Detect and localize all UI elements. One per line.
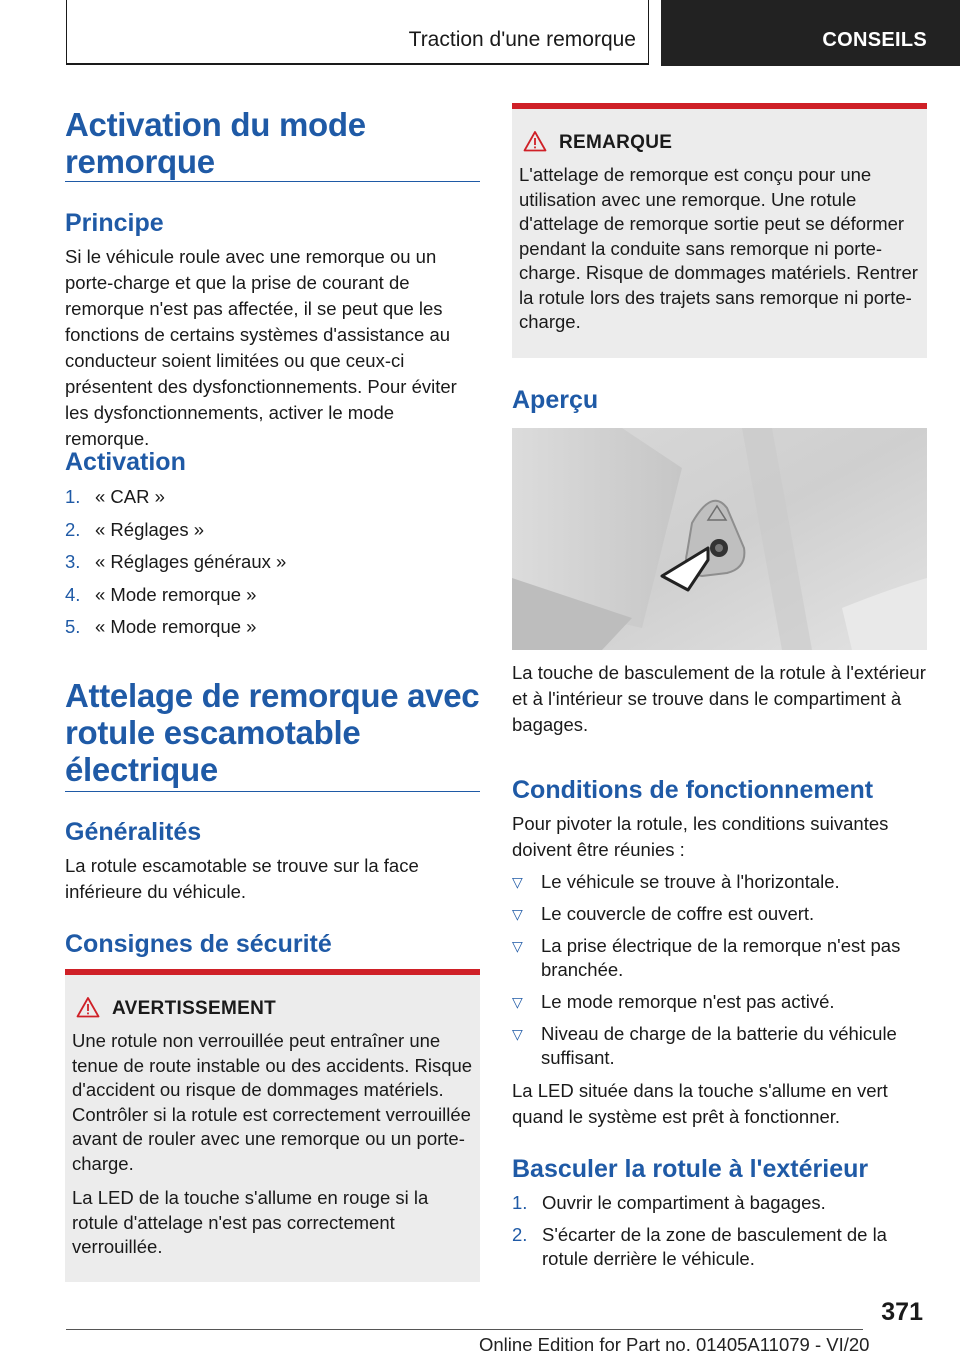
list-item: ▽ La prise électrique de la remorque n'est pas branchée. [512, 935, 901, 980]
list-item: 4. « Mode remorque » [65, 583, 257, 605]
warning-box [65, 969, 480, 1282]
note-paragraph: L'attelage de remorque est conçu pour une utilisation avec une remorque. Une rotule d'attelage de remorque sortie peut se déformer pendant la conduite sans remorque ni porte-charge. Risque de dommages matériels. Rentrer la rotule lors des trajets sans remorque ni porte-charge. [519, 164, 918, 332]
heading-activation-mode: Activation du mode remorque [65, 106, 366, 180]
warning-paragraph-1: Une rotule non verrouillée peut entraîner une tenue de route instable ou des accidents. Risque d'accident ou risque de dommages matériels. Contrôler si la rotule est correctement verrouillée avant de rouler avec une remorque ou un porte-charge. [72, 1030, 473, 1174]
led-paragraph: La LED située dans la touche s'allume en vert quand le système est prêt à fonctionner. [512, 1080, 888, 1127]
conditions-list [512, 870, 927, 1078]
warning-bar [65, 969, 480, 975]
conditions-intro: Pour pivoter la rotule, les conditions suivantes doivent être réunies : [512, 813, 889, 860]
heading-basculer: Basculer la rotule à l'extérieur [512, 1155, 869, 1183]
footer-edition: Online Edition for Part no. 01405A11079 - VI/20 [479, 1334, 870, 1355]
footer-rule [66, 1329, 863, 1330]
list-item: ▽ Le mode remorque n'est pas activé. [512, 991, 835, 1012]
warning-triangle-icon [76, 996, 100, 1018]
warning-paragraph-2: La LED de la touche s'allume en rouge si la rotule d'attelage n'est pas correctement verrouillée. [72, 1187, 429, 1257]
list-item: 2. S'écarter de la zone de basculement de la rotule derrière le véhicule. [512, 1223, 887, 1269]
activation-steps [65, 484, 480, 647]
heading-attelage: Attelage de remorque avec rotule escamotable électrique [65, 677, 480, 788]
list-item: ▽ Niveau de charge de la batterie du véhicule suffisant. [512, 1023, 897, 1068]
list-item: ▽ Le couvercle de coffre est ouvert. [512, 903, 815, 924]
list-item: ▽ Le véhicule se trouve à l'horizontale. [512, 871, 840, 892]
principe-paragraph: Si le véhicule roule avec une remorque ou un porte-charge et que la prise de courant de remorque n'est pas affectée, il se peut que les fonctions de certains systèmes d'assistance au conducteur soient limitées ou que ceux-ci présentent des dysfonctionnements. Pour éviter les dysfonctionnements, activer le mode remorque. [65, 246, 457, 449]
list-item: 5. « Mode remorque » [65, 616, 257, 637]
apercu-paragraph: La touche de basculement de la rotule à l'extérieur et à l'intérieur se trouve dans le compartiment à bagages. [512, 662, 926, 735]
heading-activation: Activation [65, 448, 186, 476]
warning-triangle-icon [523, 130, 547, 152]
bullet-triangle-icon: ▽ [512, 1026, 523, 1042]
header-section-title: Traction d'une remorque [408, 28, 636, 51]
list-item: 1. « CAR » [65, 486, 165, 507]
heading-principe: Principe [65, 209, 164, 237]
heading-consignes: Consignes de sécurité [65, 930, 332, 958]
heading-rule [65, 181, 480, 182]
list-item: 2. « Réglages » [65, 518, 205, 540]
list-item: 1. Ouvrir le compartiment à bagages. [512, 1192, 826, 1213]
heading-apercu: Aperçu [512, 386, 599, 414]
generalites-paragraph: La rotule escamotable se trouve sur la face inférieure du véhicule. [65, 855, 419, 902]
heading-conditions: Conditions de fonctionnement [512, 776, 874, 804]
basculer-steps [512, 1190, 927, 1277]
header-chapter-label: CONSEILS [822, 29, 927, 51]
note-title: REMARQUE [559, 132, 673, 153]
header-divider-right [648, 0, 649, 64]
note-box [512, 103, 927, 358]
header-underline [66, 63, 649, 65]
header-divider-left [66, 0, 67, 64]
bullet-triangle-icon: ▽ [512, 994, 523, 1010]
bullet-triangle-icon: ▽ [512, 874, 523, 890]
bullet-triangle-icon: ▽ [512, 938, 523, 954]
heading-generalites: Généralités [65, 818, 202, 846]
trunk-switch-photo [512, 428, 927, 650]
list-item: 3. « Réglages généraux » [65, 551, 287, 572]
heading-rule [65, 791, 480, 792]
header-chapter-tab[interactable] [661, 0, 960, 66]
bullet-triangle-icon: ▽ [512, 906, 523, 922]
page-number: 371 [881, 1298, 923, 1326]
warning-title: AVERTISSEMENT [112, 998, 277, 1019]
note-bar [512, 103, 927, 109]
